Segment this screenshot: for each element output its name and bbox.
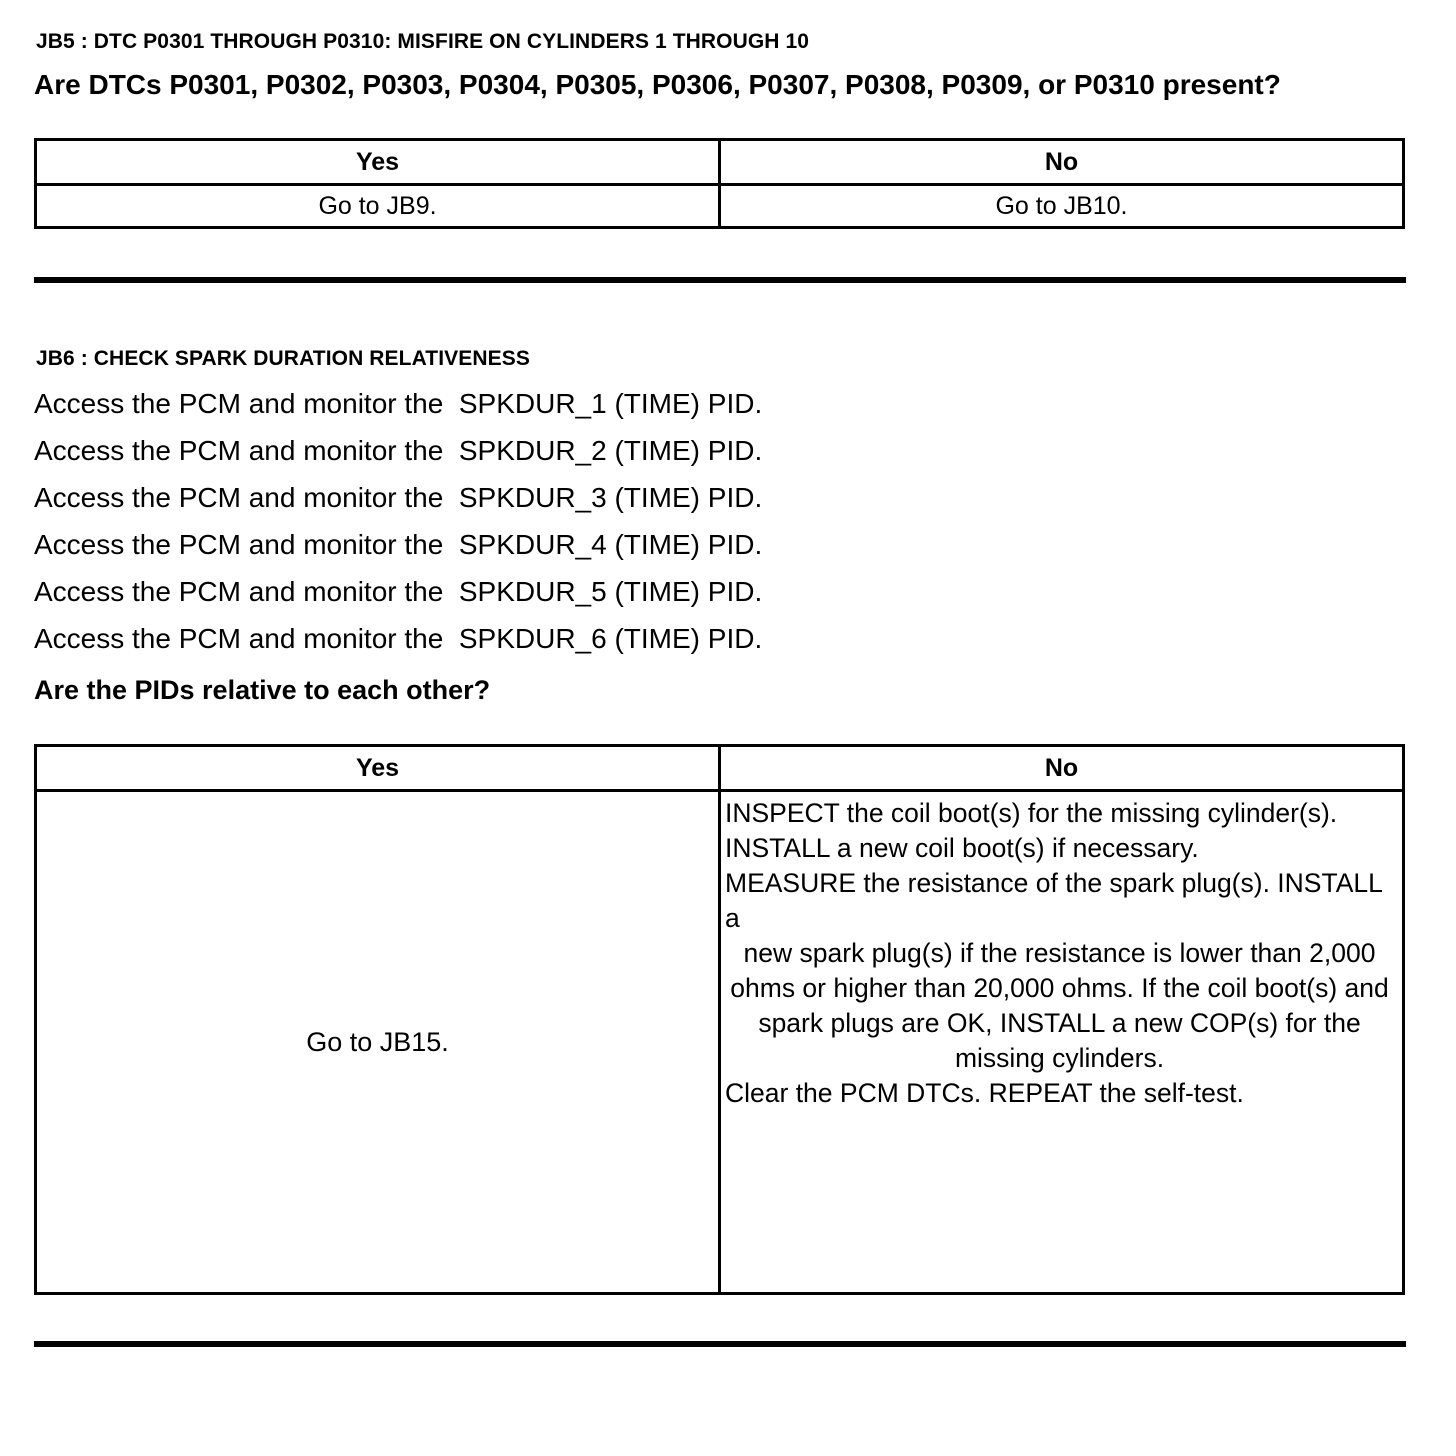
column-header-yes: Yes — [36, 140, 720, 185]
jb6-question: Are the PIDs relative to each other? — [34, 675, 491, 706]
jb6-pid-instruction: Access the PCM and monitor the SPKDUR_6 (TIME) PID. — [34, 623, 763, 655]
section-divider-bottom — [34, 1341, 1406, 1347]
jb6-pid-instruction: Access the PCM and monitor the SPKDUR_5 (TIME) PID. — [34, 576, 763, 608]
table-row — [36, 791, 1404, 1294]
jb6-step-heading: JB6 : CHECK SPARK DURATION RELATIVENESS — [36, 347, 530, 371]
jb6-pid-instruction: Access the PCM and monitor the SPKDUR_4 (TIME) PID. — [34, 529, 763, 561]
column-header-no: No — [720, 746, 1404, 791]
jb6-pid-instruction: Access the PCM and monitor the SPKDUR_1 (TIME) PID. — [34, 388, 763, 420]
table-header-row — [36, 746, 1404, 791]
jb6-no-action-line: MEASURE the resistance of the spark plug(s). INSTALL a — [725, 868, 1382, 934]
jb6-no-action — [720, 791, 1404, 1294]
jb5-decision-table — [34, 138, 1405, 229]
table-header-row — [36, 140, 1404, 185]
jb6-pid-instruction: Access the PCM and monitor the SPKDUR_2 (TIME) PID. — [34, 435, 763, 467]
jb5-yes-action: Go to JB9. — [36, 185, 720, 228]
jb6-no-action-line: Clear the PCM DTCs. REPEAT the self-test. — [725, 1077, 1244, 1108]
jb6-yes-action: Go to JB15. — [36, 791, 720, 1294]
section-divider — [34, 277, 1406, 283]
jb5-no-action: Go to JB10. — [720, 185, 1404, 228]
column-header-no: No — [720, 140, 1404, 185]
jb6-no-action-line: new spark plug(s) if the resistance is lower than 2,000 ohms or higher than 20,000 ohms. If the coil boot(s) and spark plugs are OK, INSTALL a new COP(s) for the missing cylinders. — [730, 938, 1389, 1073]
jb5-step-heading: JB5 : DTC P0301 THROUGH P0310: MISFIRE ON CYLINDERS 1 THROUGH 10 — [36, 30, 810, 53]
jb6-pid-instruction: Access the PCM and monitor the SPKDUR_3 (TIME) PID. — [34, 482, 763, 514]
column-header-yes: Yes — [36, 746, 720, 791]
jb6-no-action-line: INSPECT the coil boot(s) for the missing cylinder(s). INSTALL a new coil boot(s) if necessary. — [725, 798, 1338, 864]
jb6-decision-table — [34, 744, 1405, 1295]
table-row — [36, 185, 1404, 228]
jb5-question: Are DTCs P0301, P0302, P0303, P0304, P0305, P0306, P0307, P0308, P0309, or P0310 present? — [34, 69, 1281, 100]
